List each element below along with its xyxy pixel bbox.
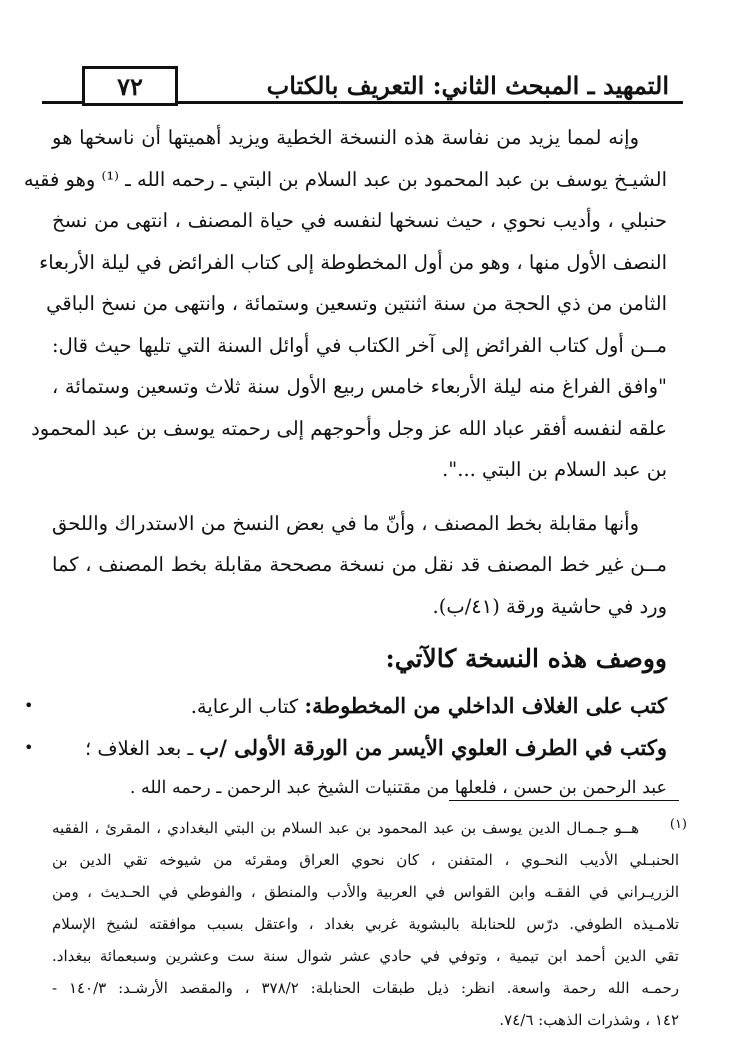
list-item-label: كتب على الغلاف الداخلي من المخطوطة: — [304, 693, 667, 718]
text-line: وأنها مقابلة بخط المصنف ، وأنّ ما في بعض النسخ من الاستدراك واللحق — [52, 511, 639, 535]
list-item-continuation: عبد الرحمن بن حسن ، فلعلها من مقتنيات الشيخ عبد الرحمن ـ رحمه الله . — [129, 778, 667, 798]
page-number: ٧٢ — [82, 66, 178, 106]
bullet-icon: • — [24, 737, 34, 757]
footnote-line: هــو جـمـال الدين يوسف بن عبد المحمود بن عبد السلام بن البتي البغدادي ، المقرئ ، الفقيه — [52, 819, 639, 837]
text-line: حنبلي ، وأديب نحوي ، حيث نسخها لنفسه في حياة المصنف ، انتهى من نسخ — [52, 209, 667, 232]
footnotes — [52, 812, 687, 1036]
list-item-text: كتاب الرعاية. — [190, 695, 305, 718]
text-line: مــن غير خط المصنف قد نقل من نسخة مصححة مقابلة بخط المصنف ، كما — [52, 553, 667, 576]
footnote-line: ١٤٢ ، وشذرات الذهب: ٧٤/٦. — [499, 1011, 679, 1029]
text-line: وإنه لمما يزيد من نفاسة هذه النسخة الخطية ويزيد أهميتها أن ناسخها هو — [52, 126, 639, 149]
footnote-line: الحنبـلي الأديب النحـوي ، المتفنن ، كان نحوي العراق ومقرئه من شيوخه تقي الدين بن — [52, 851, 679, 869]
footnote-separator — [449, 800, 679, 801]
text-line: مــن أول كتاب الفرائض إلى آخر الكتاب في أوائل السنة التي تليها حيث قال: — [52, 333, 667, 357]
footnote-line: رحمـه الله رحمة واسعة. انظر: ذيل طبقات الحنابلة: ٣٧٨/٢ ، والمقصد الأرشـد: ١٤٠/٣ - — [52, 979, 679, 997]
footnote-line: الزريـراني في الفقـه وابن القواس في العربية والأدب والمنطق ، والفوطي في الحـديث ، ومن — [52, 883, 679, 901]
text-line: الشيـخ يوسف بن عبد المحمود بن عبد السلام بن البتي ـ رحمه الله ـ ⁽¹⁾ وهو فقيه — [23, 167, 667, 191]
list-item-label: وكتب في الطرف العلوي الأيسر من الورقة الأولى /ب — [199, 734, 667, 760]
text-line: علقه لنفسه أفقر عباد الله عز وجل وأحوجهم إلى رحمته يوسف بن عبد المحمود — [31, 416, 667, 440]
list-item — [24, 685, 667, 727]
list-item-text: ـ بعد الغلاف ؛ — [85, 736, 200, 760]
text-line: بن عبد السلام بن البتي ...". — [442, 458, 667, 481]
footnote-number: (١) — [669, 817, 687, 832]
running-title: التمهيد ـ المبحث الثاني: التعريف بالكتاب — [261, 71, 675, 100]
text-line: ورد في حاشية ورقة (٤١/ب). — [432, 594, 667, 618]
footnote-line: تلامـيذه الطوفي. درّس للحنابلة بالبشوية غربي بغداد ، واعتقل بسبب موافقته لشيخ الإسلام — [52, 915, 679, 933]
footnote-line: تقي الدين أحمد ابن تيمية ، وتوفي في حادي عشر شوال سنة ست وعشرين وسبعمائة ببغداد. — [52, 947, 679, 965]
list-item — [24, 727, 667, 769]
section-heading: ووصف هذه النسخة كالآتي: — [385, 644, 667, 673]
text-line: النصف الأول منها ، وهو من أول المخطوطة إلى كتاب الفرائض في ليلة الأربعاء — [39, 250, 667, 274]
bullet-icon: • — [24, 696, 34, 715]
text-line: "وافق الفراغ منه ليلة الأربعاء خامس ربيع الأول سنة ثلاث وتسعين وستمائة ، — [52, 375, 667, 398]
text-line: الثامن من ذي الحجة من سنة اثنتين وتسعين وستمائة ، وانتهى من نسخ الباقي — [46, 292, 667, 315]
main-text — [23, 117, 667, 810]
page-header — [42, 62, 683, 106]
